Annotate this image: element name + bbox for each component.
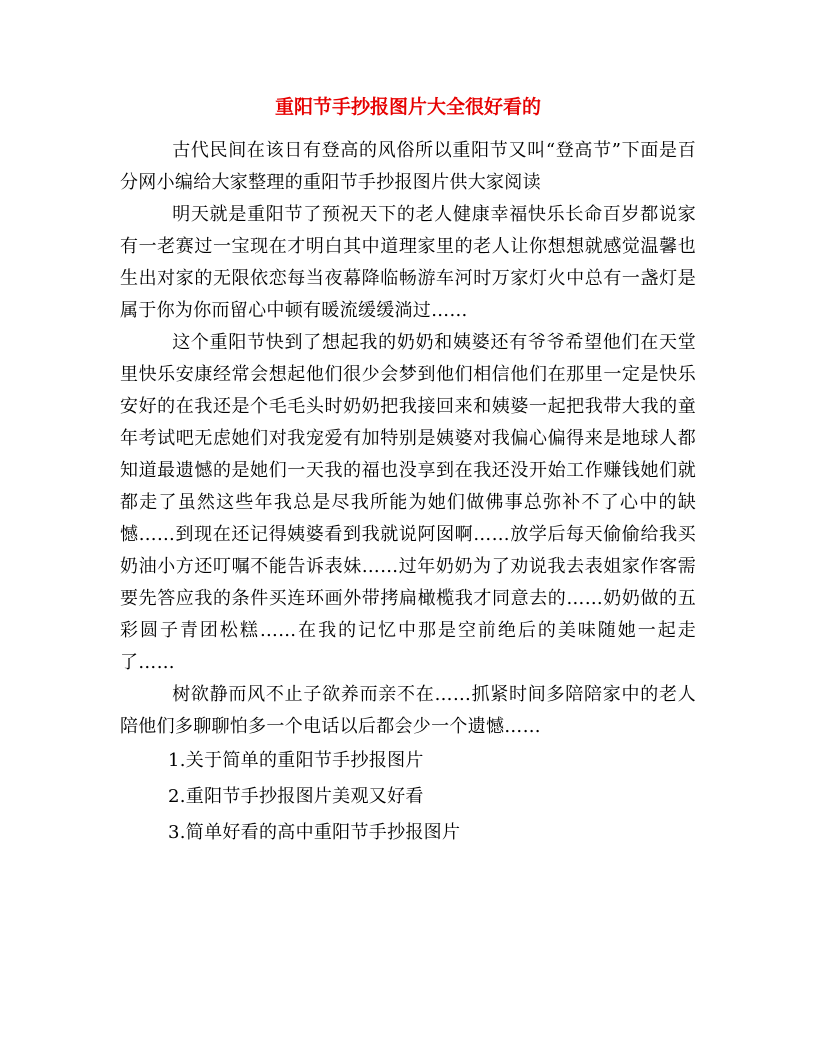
document-title: 重阳节手抄报图片大全很好看的	[274, 96, 541, 118]
paragraph-memories: 这个重阳节快到了想起我的奶奶和姨婆还有爷爷希望他们在天堂里快乐安康经常会想起他们很少会梦到他们相信他们在那里一定是快乐安好的在我还是个毛毛头时奶奶把我接回来和姨婆一起把我带大我的童年考试吧无虑她们对我宠爱有加特别是姨婆对我偏心偏得来是地球人都知道最遗憾的是她们一天我的福也没享到在我还没开始工作赚钱她们就都走了虽然这些年我总是尽我所能为她们做佛事总弥补不了心中的缺憾……到现在还记得姨婆看到我就说阿囡啊……放学后每天偷偷给我买奶油小方还叮嘱不能告诉表妹……过年奶奶为了劝说我去表姐家作客需要先答应我的条件买连环画外带拷扁橄榄我才同意去的……奶奶做的五彩圆子青团松糕……在我的记忆中那是空前绝后的美味随她一起走了……	[120, 332, 696, 673]
paragraph-intro: 古代民间在该日有登高的风俗所以重阳节又叫“登高节”下面是百分网小编给大家整理的重阳节手抄报图片供大家阅读	[120, 140, 696, 193]
paragraph-closing: 树欲静而风不止子欲养而亲不在……抓紧时间多陪陪家中的老人陪他们多聊聊怕多一个电话以后都会少一个遗憾……	[120, 684, 696, 737]
related-link-3[interactable]: 3.简单好看的高中重阳节手抄报图片	[168, 822, 461, 843]
related-link-2[interactable]: 2.重阳节手抄报图片美观又好看	[168, 786, 424, 807]
related-link-1[interactable]: 1.关于简单的重阳节手抄报图片	[168, 750, 424, 771]
document-body	[120, 135, 696, 851]
paragraph-tomorrow: 明天就是重阳节了预祝天下的老人健康幸福快乐长命百岁都说家有一老赛过一宝现在才明白其中道理家里的老人让你想想就感觉温馨也生出对家的无限依恋每当夜幕降临畅游车河时万家灯火中总有一盏灯是属于你为你而留心中顿有暖流缓缓淌过……	[120, 204, 696, 321]
related-links-list	[120, 743, 696, 851]
